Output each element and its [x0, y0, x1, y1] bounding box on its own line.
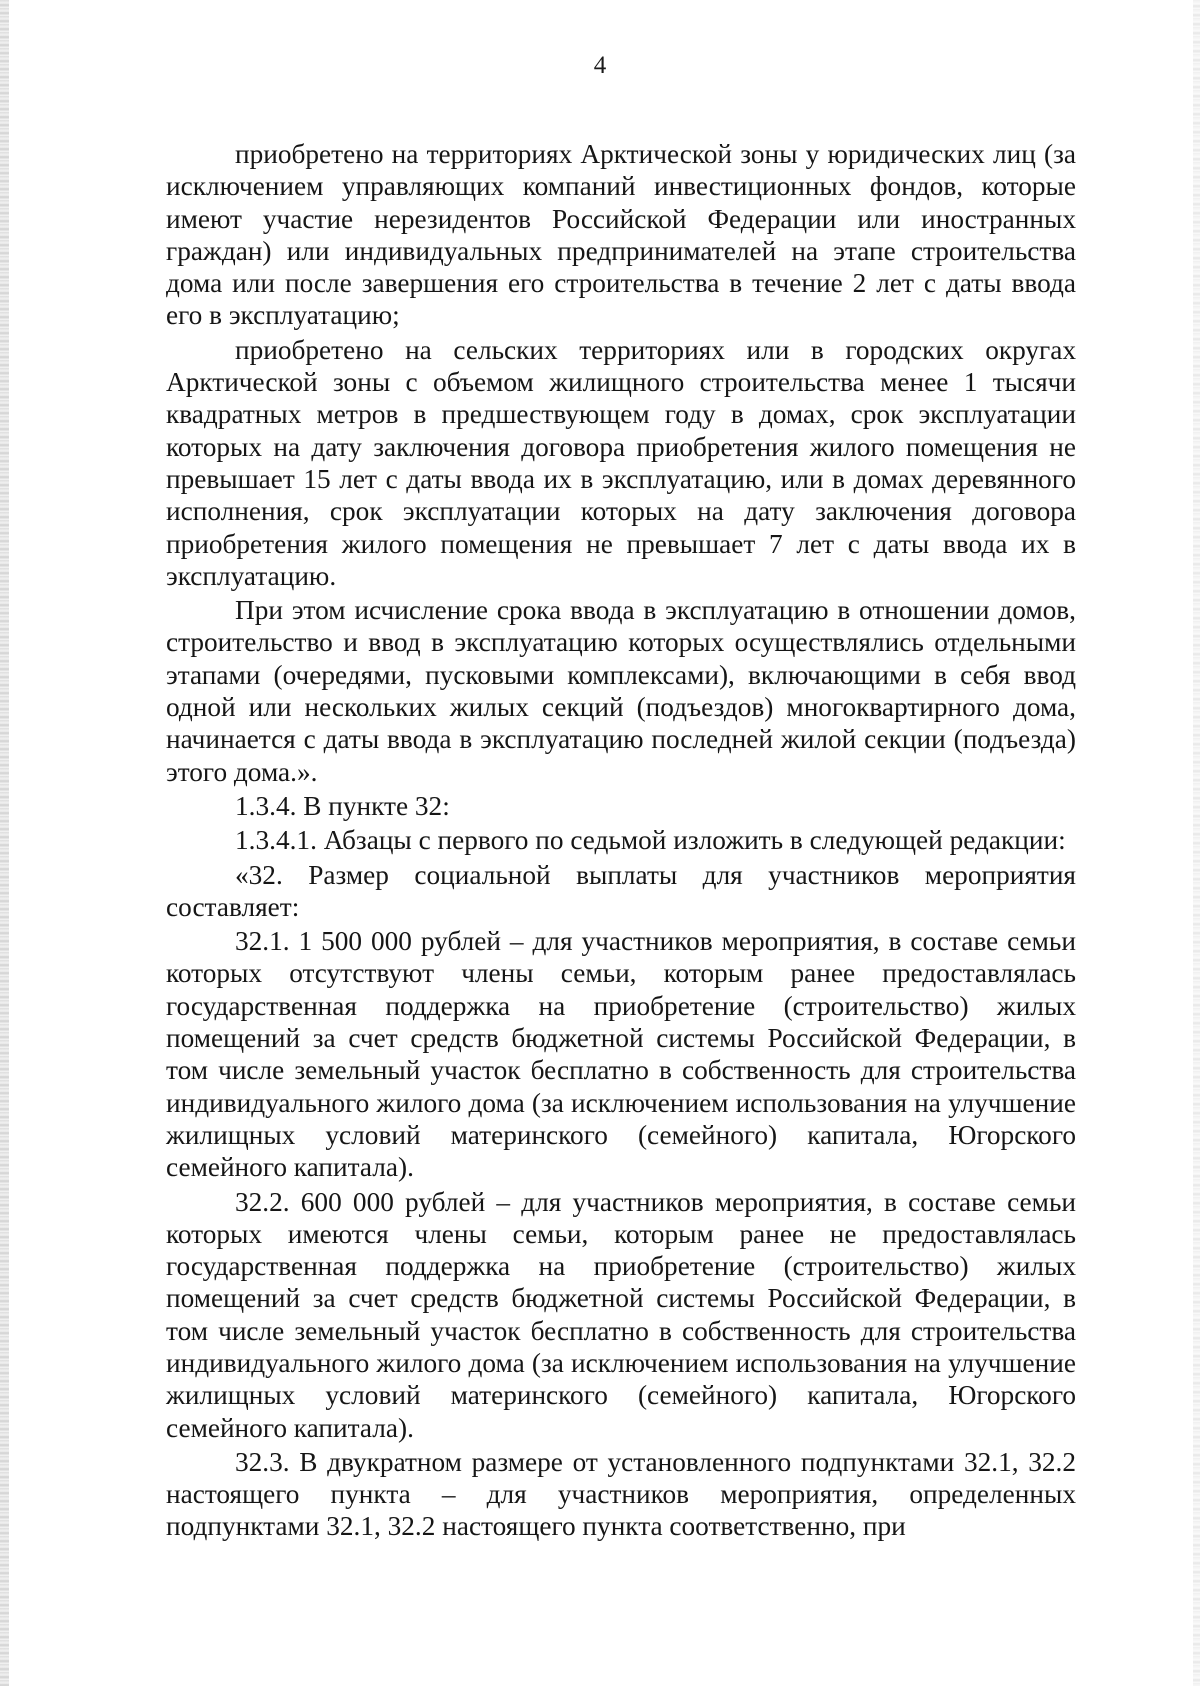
paragraph-commissioning-term: При этом исчисление срока ввода в эксплуатацию в отношении домов, строительство и ввод в эксплуатацию которых осуществлялись отдельными этапами (очередями, пусковыми комплексами), включающими в себя ввод одной или нескольких жилых секций (подъездов) многоквартирного дома, начинается с даты ввода в эксплуатацию последней жилой секции (подъезда) этого дома.». [166, 595, 1076, 787]
paragraph-clause-32: «32. Размер социальной выплаты для участников мероприятия составляет: [166, 859, 1076, 922]
paragraph-clause-1-3-4: 1.3.4. В пункте 32: [235, 790, 450, 821]
scan-edge-right [1193, 0, 1200, 1686]
paragraph-arctic-legal-entities: приобретено на территориях Арктической зоны у юридических лиц (за исключением управляющих компаний инвестиционных фондов, которые имеют участие нерезидентов Российской Федерации или иностранных граждан) или индивидуальных предпринимателей на этапе строительства дома или после завершения его строительства в течение 2 лет с даты ввода его в эксплуатацию; [166, 139, 1076, 331]
scan-edge-left [0, 0, 9, 1686]
paragraph-clause-1-3-4-1: 1.3.4.1. Абзацы с первого по седьмой изложить в следующей редакции: [235, 825, 1066, 856]
paragraph-rural-territories: приобретено на сельских территориях или в городских округах Арктической зоны с объемом жилищного строительства менее 1 тысячи квадратных метров в предшествующем году в домах, срок эксплуатации которых на дату заключения договора приобретения жилого помещения не превышает 15 лет с даты ввода их в эксплуатацию, или в домах деревянного исполнения, срок эксплуатации которых на дату заключения договора приобретения жилого помещения не превышает 7 лет с даты ввода их в эксплуатацию. [166, 334, 1076, 591]
document-body [166, 138, 1076, 1545]
page-number: 4 [593, 52, 607, 79]
paragraph-clause-32-1: 32.1. 1 500 000 рублей – для участников мероприятия, в составе семьи которых отсутствуют члены семьи, которым ранее предоставлялась государственная поддержка на приобретение (строительство) жилых помещений за счет средств бюджетной системы Российской Федерации, в том числе земельный участок бесплатно в собственность для строительства индивидуального жилого дома (за исключением использования на улучшение жилищных условий материнского (семейного) капитала, Югорского семейного капитала). [166, 926, 1076, 1183]
paragraph-clause-32-2: 32.2. 600 000 рублей – для участников мероприятия, в составе семьи которых имеются члены семьи, которым ранее не предоставлялась государственная поддержка на приобретение (строительство) жилых помещений за счет средств бюджетной системы Российской Федерации, в том числе земельный участок бесплатно в собственность для строительства индивидуального жилого дома (за исключением использования на улучшение жилищных условий материнского (семейного) капитала, Югорского семейного капитала). [166, 1186, 1076, 1443]
paragraph-clause-32-3: 32.3. В двукратном размере от установленного подпунктами 32.1, 32.2 настоящего пункта – для участников мероприятия, определенных подпунктами 32.1, 32.2 настоящего пункта соответственно, при [166, 1446, 1076, 1542]
